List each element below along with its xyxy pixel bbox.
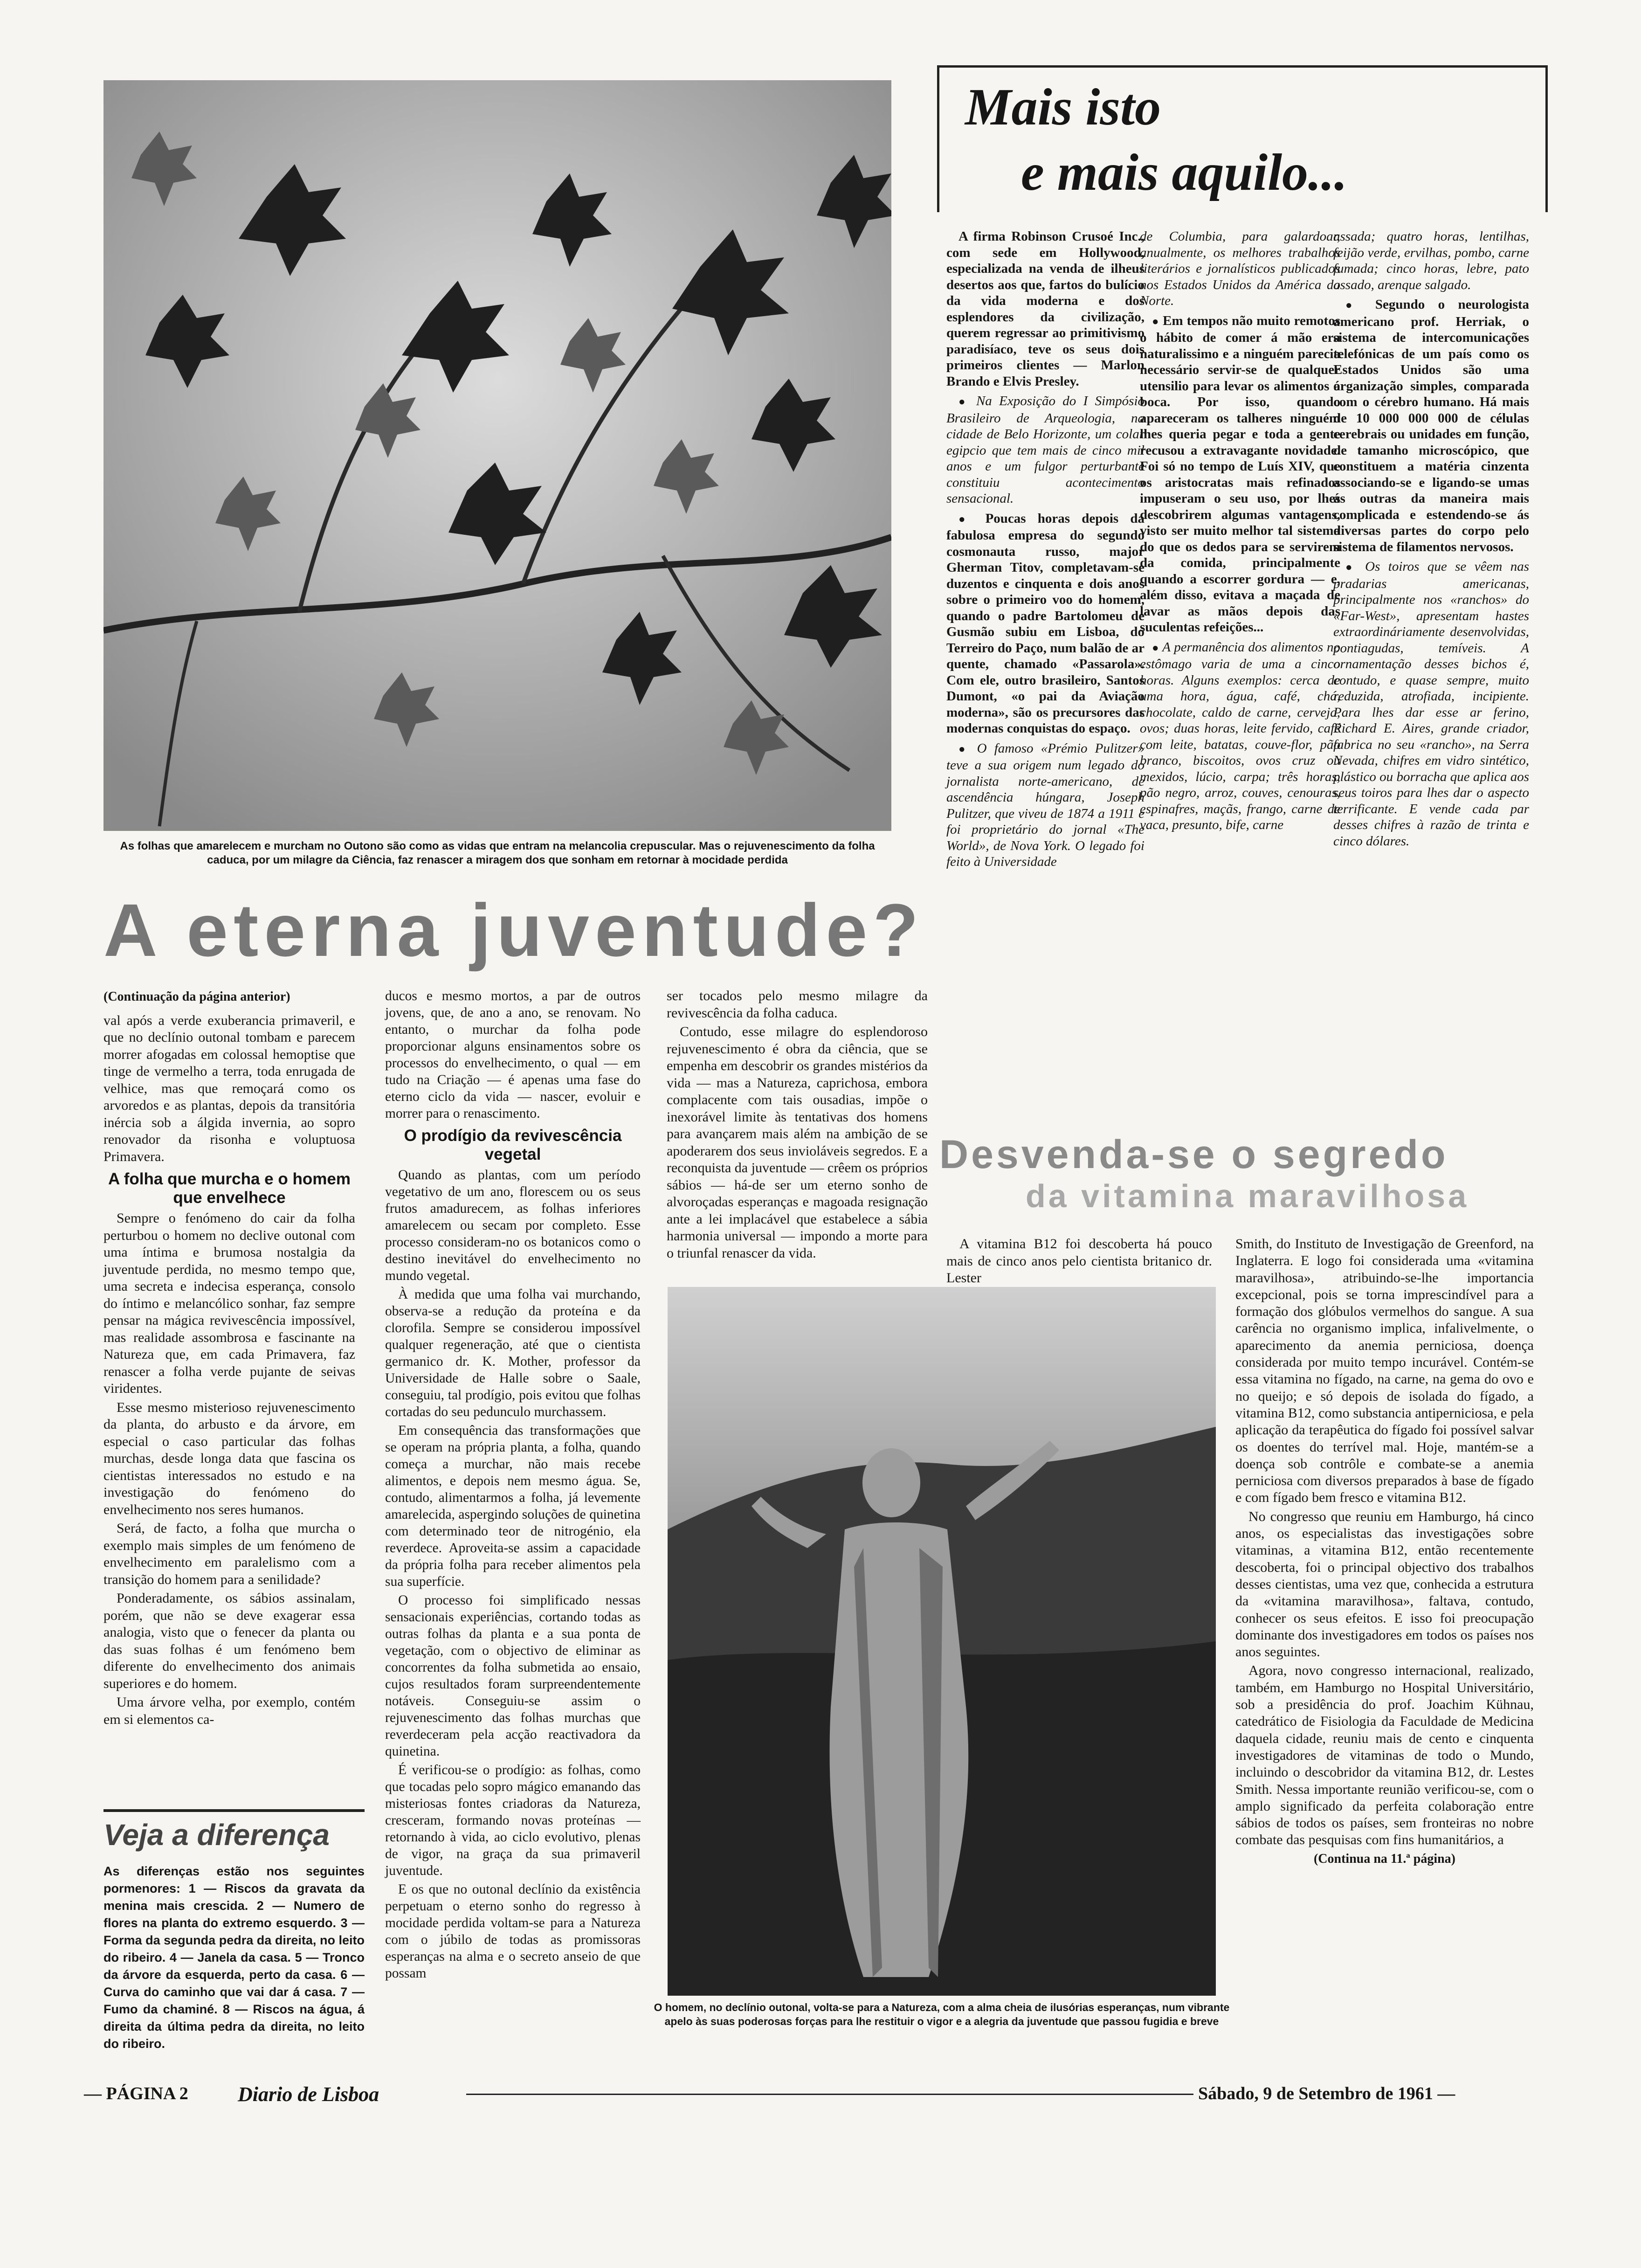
article-paragraph: Quando as plantas, com um período vegetativo de um ano, florescem ou os seus frutos amadurecem, as folhas inferiores amarelecem ou secam por completo. Esse processo consideram-no os botanicos como o destino inevitável do envelhecimento no mundo vegetal. [385,1168,641,1283]
footer-rule [466,2094,1193,2095]
mais-paragraph [1333,559,1529,849]
subheading-prodigio: O prodígio da revivescência vegetal [404,1127,622,1163]
article-paragraph: ducos e mesmo mortos, a par de outros jovens, que, de ano a ano, se renovam. No entanto, o murchar da folha pode proporcionar alguns ensinamentos sobre os processos do envelhecimento, o qual — em tudo na Criação — é apenas uma fase do eterno ciclo da vida — nascer, evoluir e morrer para o renascimento. [385,989,641,1121]
mais-paragraph: de Columbia, para galardoar, anualmente, os melhores trabalhos literários e jornalísticos publicados nos Estados Unidos da América do Norte. [1140,229,1340,308]
leaves-photo-caption: As folhas que amarelecem e murcham no Outono são como as vidas que entram na melancolia crepuscular. Mas o rejuvenescimento da folha caduca, por um milagre da Ciência, faz renascer a miragem dos que sonham em retornar à mocidade perdida [120,840,875,866]
desvenda-column-2 [1235,1236,1534,1867]
article-paragraph: Ponderadamente, os sábios assinalam, porém, que não se deve exagerar essa analogia, visto que o fenecer da planta ou das suas folhas é um fenómeno bem diferente do envelhecimento dos animais superiores e do homem. [103,1590,355,1691]
article-paragraph: É verificou-se o prodígio: as folhas, como que tocadas pelo sopro mágico emanando das misteriosas fontes criadoras da Natureza, cresceram, formando novas proteínas — retornando à vida, ao ciclo evolutivo, plenas de vigor, na graça da sua primaveril juventude. [385,1763,641,1878]
article-paragraph: ser tocados pelo mesmo milagre da revivescência da folha caduca. [667,988,928,1021]
article-column-3 [667,988,928,1264]
mais-text: Na Exposição do I Simpósio Brasileiro de Arqueologia, na cidade de Belo Horizonte, um colar egipcio que tem mais de cinco mil anos e um fulgor perturbante constituiu acontecimento sensacional. [946,394,1145,506]
mais-paragraph [1140,639,1340,833]
mais-paragraph [946,740,1145,870]
article-paragraph: Uma árvore velha, por exemplo, contém em si elementos ca- [103,1694,355,1727]
continuation-note: (Continuação da página anterior) [103,989,290,1004]
man-illustration [668,1287,1216,1996]
article-paragraph: Em consequência das transformações que se operam na própria planta, a folha, quando começa a murchar, não mais recebe alimentos, e depois nem mesmo água. Se, contudo, alimentarmos a folha, já levemente amarelecida, aspergindo soluções de quinetina com determinado teor de nitrogénio, ela reverdece. Aproveita-se assim a capacidade da própria folha para receber alimentos pela sua superfície. [385,1423,641,1589]
headline: A eterna juventude? [103,888,924,972]
mais-column-1 [946,228,1145,874]
mais-text: Segundo o neurologista americano prof. Herriak, o sistema de intercomunicações telefónicas de um país como os Estados Unidos são uma organização simples, comparada com o cérebro humano. Há mais de 10 000 000 000 de células cerebrais ou unidades em função, de tamanho microscópico, que constituem a matéria cinzenta associando-se e ligando-se umas ás outras da maneira mais complicada e estendendo-se ás diversas partes do corpo pelo sistema de filamentos nervosos. [1333,297,1530,554]
continua-note: (Continua na 11.ª página) [1313,1851,1456,1866]
desvenda-title-2: da vitamina maravilhosa [1026,1178,1469,1214]
article-paragraph: Sempre o fenómeno do cair da folha perturbou o homem no declive outonal com uma íntima e brumosa nostalgia da juventude perdida, no mesmo tempo que, uma secreta e indecisa esperança, consolo do íntimo e melancólico sonhar, faz sempre pensar na mágica revivescência impossível, mas realidade assombrosa e fascinante na Natureza que, em cada Primavera, faz renascer a folha verde pujante de seivas viridentes. [103,1210,355,1396]
article-paragraph: Contudo, esse milagre do esplendoroso rejuvenescimento é obra da ciência, que se empenha em descobrir os grandes mistérios da vida — mas a Natureza, caprichosa, embora complacente com tais ousadias, impõe o inexorável limite às tentativas dos homens para avançarem mais além na ambição de se apoderarem dos seus invioláveis segredos. E a reconquista da juventude — crêem os próprios sábios — há-de ser um eterno sonho de alvoroçadas esperanças e magoada resignação ante a lei implacável que estabelece a sábia harmonia universal — impondo a morte para o triunfal renascer da vida. [667,1024,928,1261]
man-photo [668,1287,1216,1996]
leaves-illustration [103,80,891,831]
bullet-icon: ● [958,396,969,408]
article-column-2 [385,988,641,1984]
article-paragraph: O processo foi simplificado nessas sensacionais experiências, cortando todas as outras folhas da planta e a sua ponta de vegetação, com o objectivo de eliminar as concorrentes da folha submetida ao ensaio, cujos resultados foram surpreendentemente notáveis. Conseguiu-se assim o rejuvenescimento das folhas murchas que reverdeceram pela acção reactivadora da quinetina. [385,1593,641,1759]
mais-paragraph: assada; quatro horas, lentilhas, feijão verde, ervilhas, pombo, carne fumada; cinco horas, lebre, pato assado, arenque salgado. [1333,229,1529,292]
man-photo-caption: O homem, no declínio outonal, volta-se para a Natureza, com a alma cheia de ilusórias esperanças, num vibrante apelo às suas poderosas forças para lhe restituir o vigor e a alegria da juventude que passou fugidia e breve [654,2001,1230,2027]
desvenda-paragraph: No congresso que reuniu em Hamburgo, há cinco anos, os especialistas das investigações sobre vitaminas, a vitamina B12, então recentemente descoberta, foi o principal objectivo dos trabalhos desses cientistas, uma vez que, conhecida a estrutura da «vitamina maravilhosa», faltava, contudo, conhecer os seus efeitos. E isso foi preocupação dominante dos investigadores em todos os países nos anos seguintes. [1235,1508,1534,1660]
mais-text: O famoso «Prémio Pulitzer» teve a sua origem num legado do jornalista norte-americano, de ascendência húngara, Joseph Pulitzer, que viveu de 1874 a 1911 e foi proprietário do jornal «The World», de Nova York. O legado foi feito à Universidade [946,740,1145,869]
mais-title-1: Mais isto [965,78,1161,136]
article-paragraph: Esse mesmo misterioso rejuvenescimento da planta, do arbusto e da árvore, em especial o caso particular das folhas murchas, desde longa data que fascina os cientistas interessados no estudo e na investigação do fenómeno do envelhecimento nos seres humanos. [103,1399,355,1517]
bullet-icon: ● [1345,561,1357,574]
mais-paragraph: A firma Robinson Crusoé Inc., com sede em Hollywood, especializada na venda de ilheus desertos aos que, fartos do bulício da vida moderna e dos esplendores da civilização, querem regressar ao primitivismo paradisíaco, teve os seus dois primeiros clientes — Marlon Brando e Elvis Presley. [946,229,1145,389]
mais-column-2 [1140,228,1340,837]
desvenda-paragraph: Smith, do Instituto de Investigação de Greenford, na Inglaterra. E logo foi considerada uma «vitamina maravilhosa», atribuindo-se-lhe importancia excepcional, pois se torna imprescindível para a formação dos glóbulos vermelhos do sangue. A sua carência no organismo implica, infalivelmente, o aparecimento da anemia perniciosa, doença considerada por muito tempo incurável. Contém-se essa vitamina no fígado, na carne, na gema do ovo e no queijo; e só depois de isolada do fígado, a vitamina B12, como substancia antiperniciosa, e pela aplicação da terapêutica do fígado foi possível salvar os doentes do terrível mal. Hoje, mantém-se a doença sob contrôle e combate-se a anemia perniciosa com diversos preparados à base de fígado e com fígado bem fresco e vitamina B12. [1235,1236,1534,1506]
footer-date: Sábado, 9 de Setembro de 1961 — [1198,2084,1455,2103]
mais-paragraph [946,393,1145,507]
bullet-icon: ● [958,743,970,755]
desvenda-paragraph: Agora, novo congresso internacional, realizado, também, em Hamburgo no Hospital Universitário, sob a presidência do prof. Joachim Kühnau, catedrático de Fisiologia da Faculdade de Medicina daquela cidade, reuniu mais de cento e cinquenta investigadores de vitaminas de todo o Mundo, incluindo o descobridor da vitamina B12, dr. Lestes Smith. Nessa importante reunião verificou-se, com o amplo significado da perfeita colaboração entre sábios de todos os países, sem fronteiras no nobre combate das pesquisas com fins humanitários, a [1235,1663,1534,1848]
footer-logo: Diario de Lisboa [238,2083,379,2106]
bullet-icon: ● [958,513,974,526]
article-paragraph: val após a verde exuberancia primaveril, e que no declínio outonal tombam e parecem morrer afogadas em colossal hemoptise que tinge de vermelho a terra, toda enrugada de velhice, mas que remoçará como os arvoredos e as plantas, depois da transitória inércia sob a álgida invernia, ao sopro renovador da risonha e voluptuosa Primavera. [103,1012,355,1164]
veja-text: As diferenças estão nos seguintes pormenores: 1 — Riscos da gravata da menina mais crescida. 2 — Numero de flores na planta do extremo esquerdo. 3 — Forma da segunda pedra da direita, no leito do ribeiro. 4 — Janela da casa. 5 — Tronco da árvore da esquerda, perto da casa. 6 — Curva do caminho que vai dar á casa. 7 — Fumo da chaminé. 8 — Riscos na água, á direita da última pedra da direita, no leito do ribeiro. [103,1864,365,2051]
bullet-icon: ● [1152,315,1159,328]
bullet-icon: ● [1345,299,1362,311]
article-paragraph: À medida que uma folha vai murchando, observa-se a redução da proteína e da clorofila. Sempre se considerou impossível qualquer regeneração, até que o cientista germanico dr. K. Mother, professor da Universidade de Halle sobre o Saale, conseguiu, tal prodígio, pois evitou que folhas cortadas do seu pedunculo murchassem. [385,1287,641,1419]
desvenda-title-1: Desvenda-se o segredo [939,1132,1448,1177]
subheading-folha: A folha que murcha e o homem que envelhece [108,1170,351,1207]
mais-paragraph [946,511,1145,737]
mais-text: A permanência dos alimentos no estômago varia de uma a cinco horas. Alguns exemplos: cerca de uma hora, água, café, chá, chocolate, caldo de carne, cerveja, ovos; duas horas, leite fervido, café com leite, batatas, couve-flor, pão branco, biscoitos, ovos cruz ou mexidos, lúcio, carpa; três horas, pão negro, arroz, couves, cenouras, espinafres, maçãs, frango, carne de vaca, presunto, bife, carne [1140,639,1340,832]
mais-text: Poucas horas depois da fabulosa empresa do segundo cosmonauta russo, major Gherman Titov, completavam-se duzentos e cinquenta e dois anos sobre o primeiro voo do homem, quando o padre Bartolomeu de Gusmão subiu em Lisboa, do Terreiro do Paço, num balão de ar quente, chamado «Passarola». Com ele, outro brasileiro, Santos Dumont, «o pai da Aviação moderna», são os precursores das modernas conquistas do espaço. [946,511,1145,736]
mais-title-2: e mais aquilo... [1021,144,1348,201]
desvenda-intro [946,1236,1212,1289]
desvenda-paragraph: A vitamina B12 foi descoberta há pouco mais de cinco anos pelo cientista britanico dr. Lester [946,1236,1212,1286]
veja-top-rule [103,1809,365,1812]
bullet-icon: ● [1152,642,1159,654]
footer-page-number: — PÁGINA 2 [84,2084,188,2103]
mais-paragraph [1140,313,1340,636]
mais-text: Em tempos não muito remotos o hábito de comer á mão era naturalissimo e a ninguém parecia necessário servir-se de qualquer utensilio para levar os alimentos á boca. Por isso, quando apareceram os talheres ninguém lhes queria pegar e toda a gente recusou a extravagante novidade. Foi só no tempo de Luís XIV, que os aristocratas mais refinados impuseram o seu uso, por lhes descobrirem algumas vantagens, visto ser muito melhor tal sistema do que os dedos para se servirem da comida, principalmente quando a escorrer gordura — e, além disso, evitava a maçada de lavar as mãos depois das suculentas refeições... [1140,313,1340,635]
veja-title: Veja a diferença [103,1818,330,1852]
mais-column-3 [1333,228,1529,853]
mais-paragraph [1333,297,1529,555]
article-column-1 [103,989,355,1730]
article-paragraph: E os que no outonal declínio da existência perpetuam o eterno sonho do regresso à mocidade perdida voltam-se para a Natureza com o júbilo de todas as promissoras esperanças na alma e o secreto anseio de que possam [385,1882,641,1981]
article-paragraph: Será, de facto, a folha que murcha o exemplo mais simples de um fenómeno de envelhecimento em paralelismo com a transição do homem para a senilidade? [103,1521,355,1587]
leaves-photo [103,80,891,831]
mais-text: Os toiros que se vêem nas pradarias americanas, principalmente nos «ranchos» do «Far-West», apresentam hastes extraordináriamente desenvolvidas, pontiagudas, temíveis. A ornamentação desses bichos é, contudo, e quase sempre, muito reduzida, atrofiada, incipiente. Para lhes dar esse ar ferino, Richard E. Aires, grande criador, fabrica no seu «rancho», na Serra Nevada, chifres em vidro sintético, plástico ou borracha que aplica aos seus toiros para lhes dar o aspecto terrificante. E vende cada par desses chifres à razão de trinta e cinco dólares. [1333,559,1530,849]
